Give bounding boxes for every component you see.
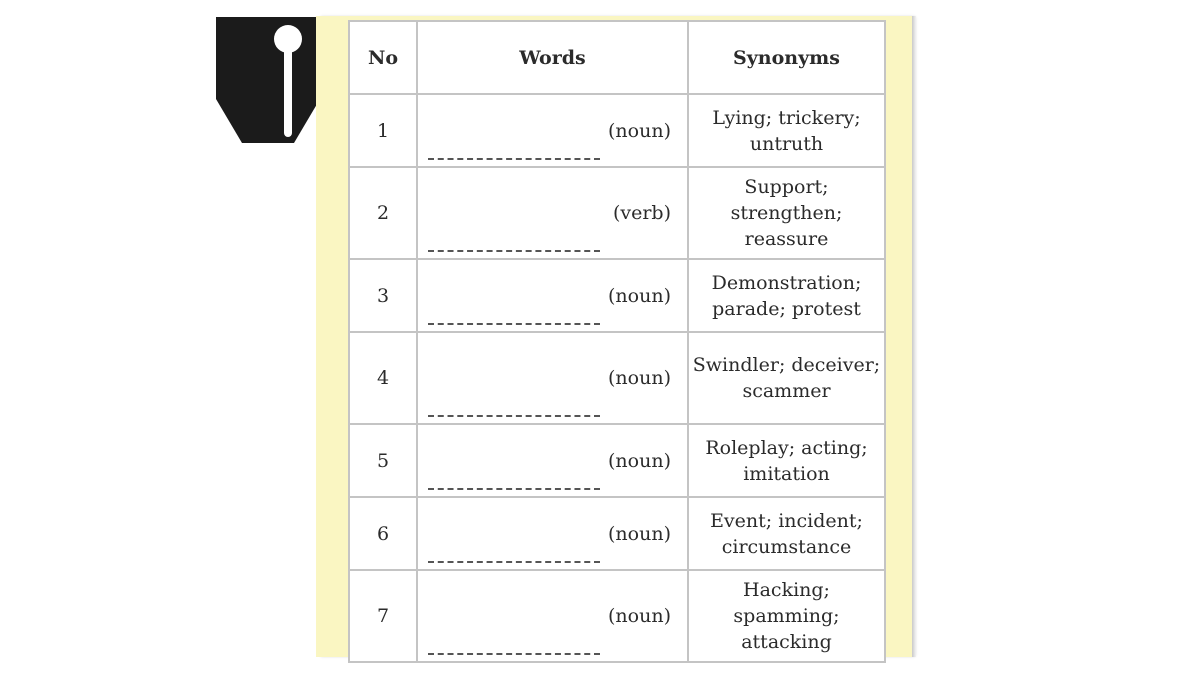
word-cell[interactable] bbox=[417, 259, 688, 332]
word-cell[interactable] bbox=[417, 332, 688, 424]
header-words: Words bbox=[417, 21, 688, 94]
row-number: 4 bbox=[349, 332, 417, 424]
header-no: No bbox=[349, 21, 417, 94]
table-row bbox=[349, 424, 885, 497]
part-of-speech: (noun) bbox=[608, 367, 671, 389]
table-header-row bbox=[349, 21, 885, 94]
row-number: 7 bbox=[349, 570, 417, 662]
vocabulary-table bbox=[348, 20, 886, 663]
table-row bbox=[349, 94, 885, 167]
row-number: 6 bbox=[349, 497, 417, 570]
answer-blank[interactable] bbox=[428, 250, 600, 252]
synonyms-cell: Roleplay; acting; imitation bbox=[688, 424, 885, 497]
panel-shadow-edge bbox=[912, 16, 916, 657]
answer-blank[interactable] bbox=[428, 653, 600, 655]
header-synonyms: Synonyms bbox=[688, 21, 885, 94]
synonyms-cell: Event; incident; circumstance bbox=[688, 497, 885, 570]
fountain-pen-nib-icon bbox=[216, 15, 320, 145]
part-of-speech: (verb) bbox=[612, 202, 671, 224]
table-row bbox=[349, 332, 885, 424]
word-cell[interactable] bbox=[417, 570, 688, 662]
table-row bbox=[349, 259, 885, 332]
row-number: 5 bbox=[349, 424, 417, 497]
word-cell[interactable] bbox=[417, 497, 688, 570]
table-row bbox=[349, 497, 885, 570]
table-row bbox=[349, 167, 885, 259]
synonyms-cell: Hacking; spamming; attacking bbox=[688, 570, 885, 662]
part-of-speech: (noun) bbox=[608, 605, 671, 627]
answer-blank[interactable] bbox=[428, 488, 600, 490]
word-cell[interactable] bbox=[417, 94, 688, 167]
row-number: 2 bbox=[349, 167, 417, 259]
part-of-speech: (noun) bbox=[608, 119, 671, 142]
synonyms-cell: Demonstration; parade; protest bbox=[688, 259, 885, 332]
part-of-speech: (noun) bbox=[608, 284, 671, 307]
part-of-speech: (noun) bbox=[608, 449, 671, 472]
row-number: 3 bbox=[349, 259, 417, 332]
synonyms-cell: Lying; trickery; untruth bbox=[688, 94, 885, 167]
word-cell[interactable] bbox=[417, 167, 688, 259]
answer-blank[interactable] bbox=[428, 323, 600, 325]
answer-blank[interactable] bbox=[428, 561, 600, 563]
answer-blank[interactable] bbox=[428, 158, 600, 160]
synonyms-cell: Support; strengthen; reassure bbox=[688, 167, 885, 259]
row-number: 1 bbox=[349, 94, 417, 167]
word-cell[interactable] bbox=[417, 424, 688, 497]
synonyms-cell: Swindler; deceiver; scammer bbox=[688, 332, 885, 424]
part-of-speech: (noun) bbox=[608, 522, 671, 545]
answer-blank[interactable] bbox=[428, 415, 600, 417]
table-row bbox=[349, 570, 885, 662]
